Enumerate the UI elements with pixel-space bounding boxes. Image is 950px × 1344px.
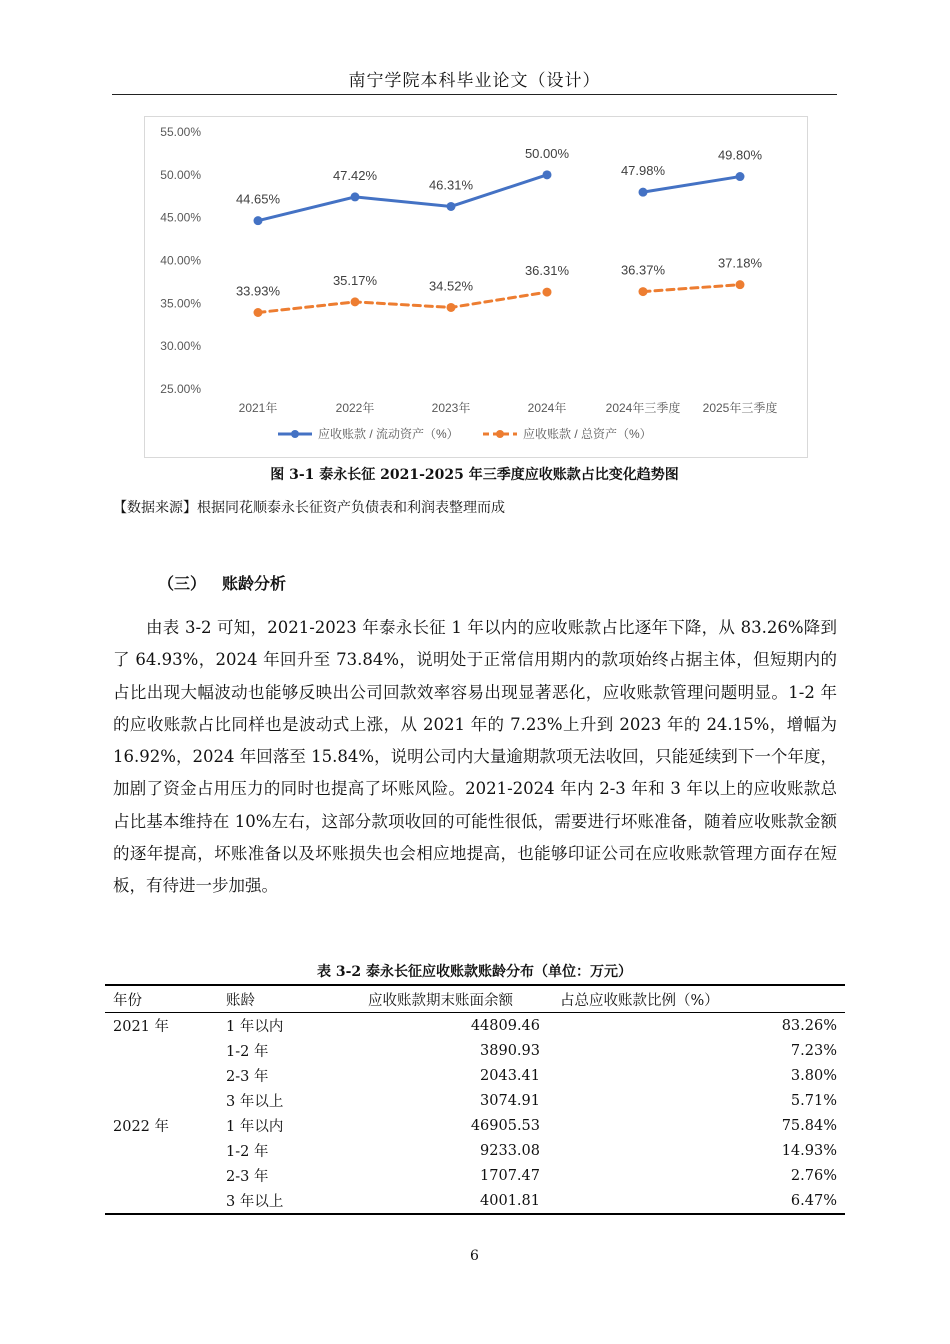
data-label: 37.18% (717, 255, 763, 271)
chart-canvas (145, 117, 807, 457)
year-cell (105, 1163, 226, 1188)
aging-cell: 2-3 年 (226, 1069, 269, 1085)
aging-cell: 1-2 年 (226, 1044, 269, 1060)
y-tick-label: 45.00% (160, 210, 201, 225)
ratio-cell: 5.71% (790, 1092, 837, 1109)
year-cell (105, 1138, 226, 1163)
section-title: 账龄分析 (222, 574, 287, 593)
page-number: 6 (470, 1248, 479, 1264)
data-source-note: 【数据来源】根据同花顺泰永长征资产负债表和利润表整理而成 (113, 500, 505, 516)
year-cell (105, 1038, 226, 1063)
y-tick-label: 50.00% (160, 167, 201, 182)
year-cell (105, 1063, 226, 1088)
data-point (254, 216, 263, 225)
running-header: 南宁学院本科毕业论文（设计） (348, 71, 601, 91)
data-label: 50.00% (524, 145, 570, 161)
legend-swatch-marker (496, 430, 504, 438)
data-point (351, 192, 360, 201)
data-label: 33.93% (235, 283, 281, 299)
data-point (351, 297, 360, 306)
table-row (105, 1063, 845, 1088)
body-paragraph: 由表 3-2 可知，2021-2023 年泰永长征 1 年以内的应收账款占比逐年下降，从 83.26%降到了 64.93%，2024 年回升至 73.84%，说明处于正常信用期内的款项始终占据主体，但短期内的占比出现大幅波动也能够反映出公司回款效率容易出现显著恶化，应收账款管理问题明显。1-2 年的应收账款占比同样也是波动式上涨，从 2021 年的 7.23%上升到 2023 年的 24.15%，增幅为 16.92%，2024 年回落至 15.84%，说明公司内大量逾期款项无法收回，只能延续到下一个年度，加剧了资金占用压力的同时也提高了坏账风险。2021-2024 年内 2-3 年和 3 年以上的应收账款总占比基本维持在 10%左右，这部分款项收回的可能性很低，需要进行坏账准备，随着应收账款金额的逐年提高，坏账准备以及坏账损失也会相应地提高，也能够印证公司在应收账款管理方面存在短板，有待进一步加强。 (113, 618, 837, 896)
data-label: 44.65% (235, 191, 281, 207)
table-body (105, 1013, 845, 1215)
table-row (105, 1013, 845, 1039)
year-cell: 2022 年 (113, 1119, 170, 1135)
data-label: 46.31% (428, 177, 474, 193)
balance-cell: 4001.81 (480, 1192, 540, 1209)
data-label: 35.17% (332, 272, 378, 288)
table-header-row (105, 985, 845, 1013)
balance-cell: 1707.47 (480, 1167, 540, 1184)
balance-cell: 3074.91 (480, 1092, 540, 1109)
table-row (105, 1038, 845, 1063)
table-row (105, 1163, 845, 1188)
legend-swatch-marker (291, 430, 299, 438)
year-cell (105, 1088, 226, 1113)
table-row (105, 1138, 845, 1163)
ratio-cell: 83.26% (781, 1017, 837, 1034)
series-line (258, 292, 547, 312)
section-heading (158, 571, 286, 594)
data-label: 34.52% (428, 278, 474, 294)
year-cell (105, 1188, 226, 1214)
x-tick-label: 2023年 (431, 401, 471, 415)
data-point (736, 172, 745, 181)
aging-cell: 1 年以内 (226, 1019, 284, 1035)
y-tick-label: 40.00% (160, 253, 201, 268)
x-tick-label: 2024年三季度 (605, 401, 681, 415)
data-label: 49.80% (717, 147, 763, 163)
y-tick-label: 25.00% (160, 382, 201, 396)
balance-cell: 9233.08 (480, 1142, 540, 1159)
ratio-cell: 2.76% (790, 1167, 837, 1184)
balance-cell: 46905.53 (470, 1117, 540, 1134)
data-label: 47.98% (620, 163, 666, 179)
data-point (543, 170, 552, 179)
ratio-cell: 75.84% (781, 1117, 837, 1134)
y-tick-label: 35.00% (160, 296, 201, 311)
figure-caption: 图 3-1 泰永长征 2021-2025 年三季度应收账款占比变化趋势图 (270, 467, 679, 483)
series-line (643, 177, 740, 193)
balance-cell: 44809.46 (470, 1017, 540, 1034)
aging-cell: 3 年以上 (226, 1094, 284, 1110)
data-point (254, 308, 263, 317)
x-tick-label: 2024年 (527, 401, 567, 415)
data-label: 47.42% (332, 167, 378, 183)
table-row (105, 1088, 845, 1113)
data-point (736, 280, 745, 289)
data-label: 36.37% (620, 262, 666, 278)
table-title: 表 3-2 泰永长征应收账款账龄分布（单位：万元） (316, 964, 633, 980)
x-tick-label: 2025年三季度 (702, 401, 778, 415)
data-point (543, 288, 552, 297)
legend-label: 应收账款 / 流动资产（%） (318, 427, 459, 441)
section-number: （三） (158, 574, 207, 593)
aging-cell: 3 年以上 (226, 1194, 284, 1210)
data-point (639, 287, 648, 296)
header-ratio: 占总应收账款比例（%） (540, 985, 845, 1013)
y-tick-label: 55.00% (160, 125, 201, 139)
data-point (639, 188, 648, 197)
ratio-trend-chart (144, 116, 808, 458)
ratio-cell: 7.23% (790, 1042, 837, 1059)
table-row (105, 1113, 845, 1138)
header-balance: 应收账款期末账面余额 (358, 985, 540, 1013)
data-label: 36.31% (524, 263, 570, 279)
header-aging: 账龄 (226, 985, 358, 1013)
header-year: 年份 (105, 985, 226, 1013)
ratio-cell: 14.93% (781, 1142, 837, 1159)
ratio-cell: 6.47% (790, 1192, 837, 1209)
series-line (258, 175, 547, 221)
data-point (447, 303, 456, 312)
table-row (105, 1188, 845, 1214)
series-line (643, 285, 740, 292)
header-rule (112, 94, 837, 95)
aging-table (105, 984, 845, 1215)
x-tick-label: 2022年 (335, 401, 375, 415)
y-tick-label: 30.00% (160, 339, 201, 354)
aging-cell: 1-2 年 (226, 1144, 269, 1160)
aging-cell: 2-3 年 (226, 1169, 269, 1185)
data-point (447, 202, 456, 211)
aging-cell: 1 年以内 (226, 1119, 284, 1135)
ratio-cell: 3.80% (790, 1067, 837, 1084)
year-cell: 2021 年 (113, 1019, 170, 1035)
legend-label: 应收账款 / 总资产（%） (523, 427, 652, 441)
x-tick-label: 2021年 (238, 401, 278, 415)
balance-cell: 2043.41 (480, 1067, 540, 1084)
balance-cell: 3890.93 (480, 1042, 540, 1059)
